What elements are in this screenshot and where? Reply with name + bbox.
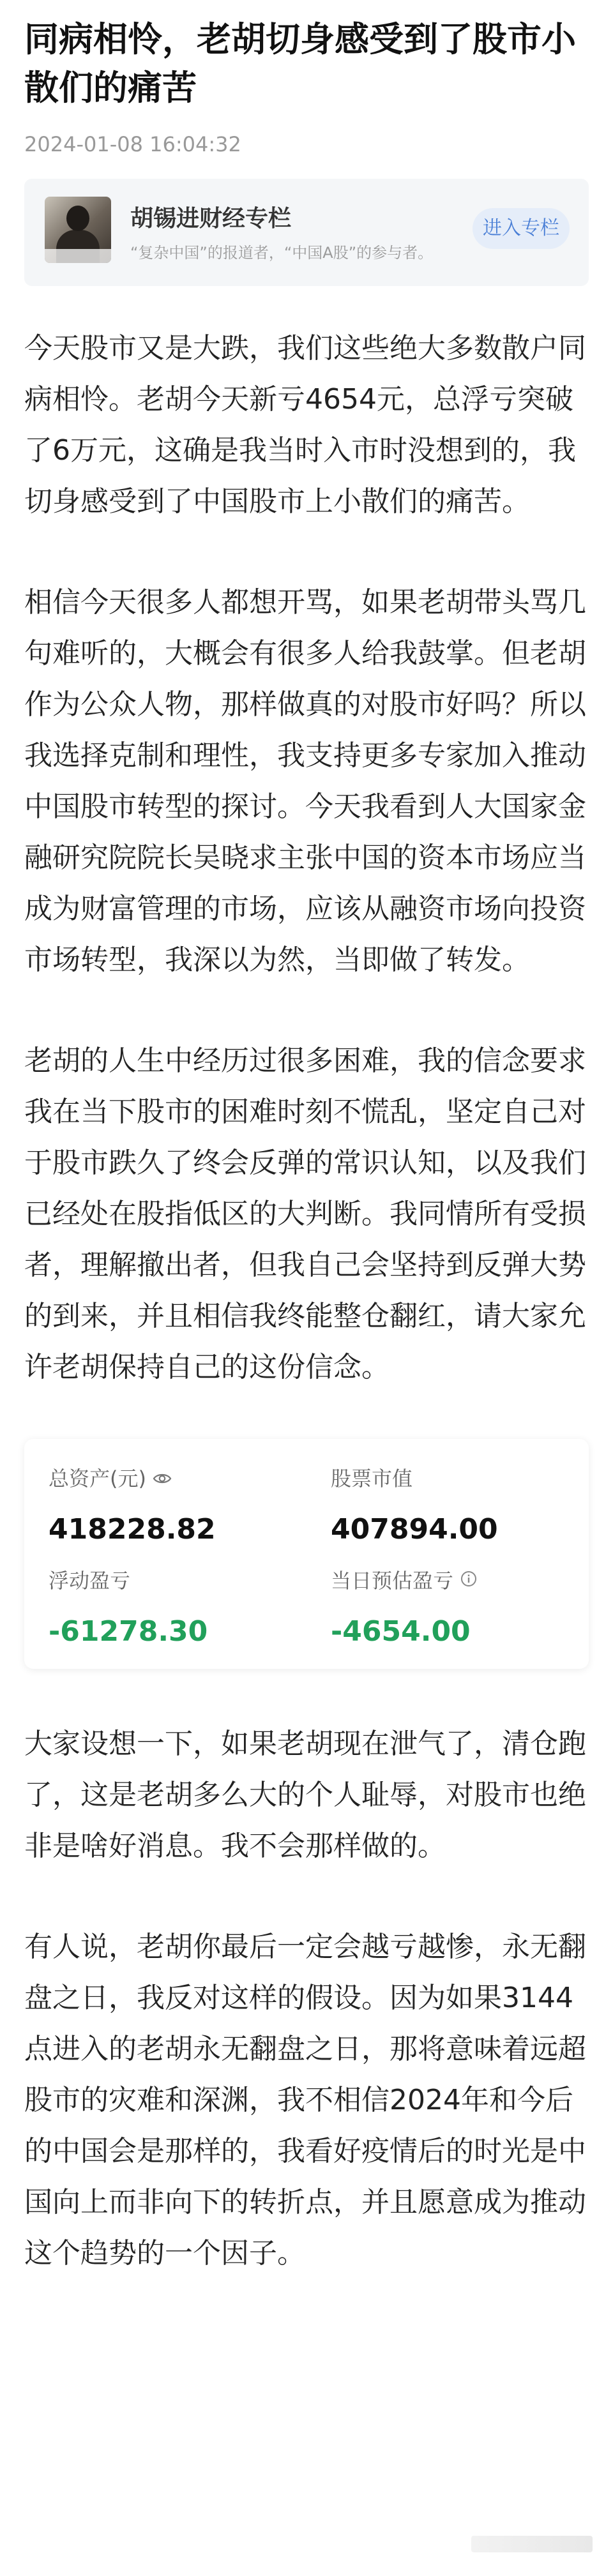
article-page xyxy=(0,15,613,2279)
total-assets xyxy=(49,1465,216,1548)
paragraph-1: 今天股市又是大跌，我们这些绝大多数散户同病相怜。老胡今天新亏4654元，总浮亏突破了6万元，这确是我当时入市时没想到的，我切身感受到了中国股市上小散们的痛苦。 xyxy=(24,332,586,518)
paragraph-3: 老胡的人生中经历过很多困难，我的信念要求我在当下股市的困难时刻不慌乱，坚定自己对于股市跌久了终会反弹的常识认知，以及我们已经处在股指低区的大判断。我同情所有受损者，理解撤出者，但我自己会坚持到反弹大势的到来，并且相信我终能整仓翻红，请大家允许老胡保持自己的这份信念。 xyxy=(24,1044,586,1383)
floating-pl xyxy=(49,1567,208,1650)
publish-timestamp: 2024-01-08 16:04:32 xyxy=(24,132,241,156)
portfolio-summary-card xyxy=(24,1439,589,1669)
column-description: “复杂中国”的报道者，“中国A股”的参与者。 xyxy=(130,244,434,262)
column-card[interactable] xyxy=(24,179,589,286)
article-title: 同病相怜，老胡切身感受到了股市小散们的痛苦 xyxy=(24,19,576,108)
watermark xyxy=(471,2536,593,2552)
floating-pl-value: -61278.30 xyxy=(49,1615,208,1648)
total-assets-label: 总资产(元) xyxy=(49,1466,146,1491)
stock-value-label: 股票市值 xyxy=(331,1466,413,1491)
column-avatar[interactable] xyxy=(45,197,111,263)
column-name[interactable]: 胡锡进财经专栏 xyxy=(130,206,292,232)
paragraph-5: 有人说，老胡你最后一定会越亏越惨，永无翻盘之日，我反对这样的假设。因为如果3144点进入的老胡永无翻盘之日，那将意味着远超股市的灾难和深渊，我不相信2024年和今后的中国会是那样的，我看好疫情后的时光是中国向上而非向下的转折点，并且愿意成为推动这个趋势的一个因子。 xyxy=(24,1931,586,2270)
enter-column-button[interactable]: 进入专栏 xyxy=(473,208,570,249)
total-assets-value: 418228.82 xyxy=(49,1513,216,1546)
daily-estimated-pl xyxy=(331,1567,478,1650)
stock-value-value: 407894.00 xyxy=(331,1513,498,1546)
eye-icon[interactable] xyxy=(153,1465,172,1493)
paragraph-4: 大家设想一下，如果老胡现在泄气了，清仓跑了，这是老胡多么大的个人耻辱，对股市也绝非是啥好消息。我不会那样做的。 xyxy=(24,1728,586,1862)
daily-pl-value: -4654.00 xyxy=(331,1615,471,1648)
daily-pl-label: 当日预估盈亏 xyxy=(331,1569,454,1593)
floating-pl-label: 浮动盈亏 xyxy=(49,1569,131,1593)
info-icon[interactable] xyxy=(460,1567,478,1595)
stock-market-value xyxy=(331,1465,498,1548)
paragraph-2: 相信今天很多人都想开骂，如果老胡带头骂几句难听的，大概会有很多人给我鼓掌。但老胡作为公众人物，那样做真的对股市好吗？所以我选择克制和理性，我支持更多专家加入推动中国股市转型的探讨。今天我看到人大国家金融研究院院长吴晓求主张中国的资本市场应当成为财富管理的市场，应该从融资市场向投资市场转型，我深以为然，当即做了转发。 xyxy=(24,586,586,976)
